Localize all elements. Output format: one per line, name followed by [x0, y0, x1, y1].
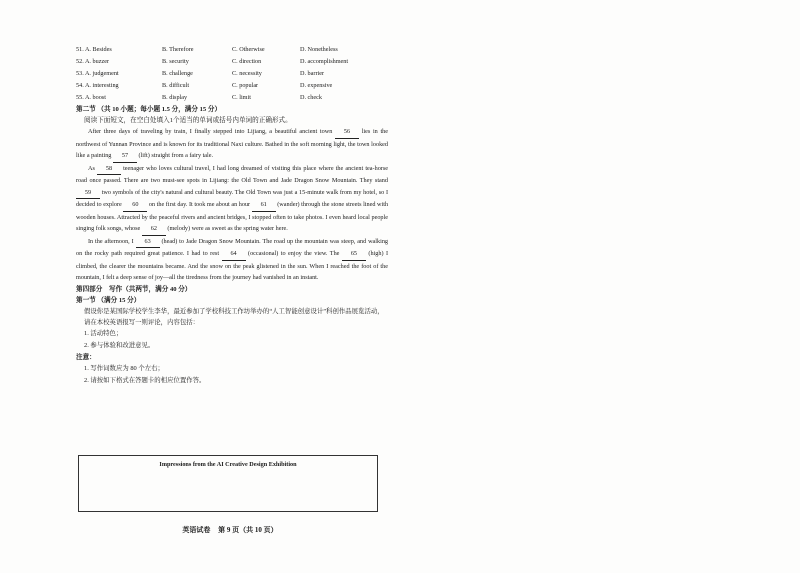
passage-paragraph-1: After three days of traveling by train, I finally stepped into Lijiang, a beautiful ancient town 56 lies in the northwest of Yunnan Province and is known for its traditional Naxi culture. Bathed in the soft morning light, the town looked like a painting 57 (lift) straight from a fairy tale.	[76, 126, 388, 163]
writing-task-text: 假设你是某国际学校学生李华，最近参加了学校科技工作坊举办的“人工智能创意设计”科创作品展览活动，请在本校英语报写一则评论，内容包括：	[84, 307, 384, 326]
option-c: C. direction	[232, 58, 262, 65]
answer-box-title: Impressions from the AI Creative Design Exhibition	[159, 461, 297, 468]
option-row-55	[76, 92, 388, 104]
option-a: 54. A. interesting	[76, 82, 119, 89]
option-row-54	[76, 80, 388, 92]
note-item-2: 2. 请按如下格式在答题卡的相应位置作答。	[84, 376, 206, 384]
task-item-1: 1. 活动特色；	[84, 329, 123, 337]
option-b: B. display	[162, 94, 188, 101]
option-row-52	[76, 56, 388, 68]
writing-section1-heading: 第一节 （满分 15 分）	[76, 296, 141, 304]
option-d: D. barrier	[300, 70, 325, 77]
option-c: C. Otherwise	[232, 46, 265, 53]
note-item-1: 1. 写作词数应为 80 个左右；	[84, 364, 164, 372]
option-b: B. challenge	[162, 70, 193, 77]
note-label: 注意：	[76, 353, 96, 361]
blank-56[interactable]: 56	[335, 126, 359, 139]
exam-content	[76, 44, 388, 387]
answer-box[interactable]	[78, 455, 378, 512]
blank-64[interactable]: 64	[222, 248, 246, 261]
option-b: B. difficult	[162, 82, 190, 89]
option-a: 51. A. Besides	[76, 46, 112, 53]
option-d: D. accomplishment	[300, 58, 349, 65]
section2-instruction: 阅读下面短文，在空白处填入1个适当的单词或括号内单词的正确形式。	[84, 117, 292, 124]
task-item-2: 2. 参与体验和改进意见。	[84, 341, 155, 349]
blank-62[interactable]: 62	[142, 223, 166, 236]
option-row-51	[76, 44, 388, 56]
blank-61[interactable]: 61	[252, 199, 276, 212]
page-footer	[0, 525, 460, 535]
option-d: D. check	[300, 94, 322, 101]
passage-paragraph-3: In the afternoon, I 63 (head) to Jade Dragon Snow Mountain. The road up the mountain was steep, and walking on the rocky path required great patience. I had to rest 64 (occasional) to enjoy the view. The 65 (high) I climbed, the clearer the mountains became. And the snow on the peak glistened in the sun. When I reached the foot of the mountain, I felt a deep sense of joy—all the tiredness from the journey had vanished in an instant.	[76, 237, 389, 281]
option-d: D. Nonetheless	[300, 46, 338, 53]
blank-65[interactable]: 65	[342, 248, 366, 261]
option-b: B. security	[162, 58, 189, 65]
part4-heading: 第四部分 写作（共两节，满分 40 分）	[76, 285, 192, 293]
option-c: C. limit	[232, 94, 251, 101]
passage-paragraph-2: As 58 teenager who loves cultural travel, I had long dreamed of visiting this place where the ancient tea-horse road once passed. There are two must-see spots in Lijiang: the Old Town and Jade Dragon Snow Mountain. They stand 59 two symbols of the city's natural and cultural beauty. The Old Town was just a 15-minute walk from my hotel, so I decided to explore 60 on the first day. It took me about an hour 61 (wander) through the stone streets lined with wooden houses. Attracted by the peaceful rivers and ancient bridges, I stopped often to take photos. I even heard local people singing folk songs, whose 62 (melody) were as sweet as the spring water here.	[76, 163, 388, 236]
option-row-53	[76, 68, 388, 80]
section2-heading: 第二节 （共 10 小题；每小题 1.5 分，满分 15 分）	[76, 106, 222, 113]
blank-58[interactable]: 58	[97, 163, 121, 176]
blank-59[interactable]: 59	[76, 187, 100, 200]
option-c: C. popular	[232, 82, 259, 89]
option-c: C. necessity	[232, 70, 262, 77]
footer-subject: 英语试卷	[182, 526, 211, 534]
blank-60[interactable]: 60	[123, 199, 147, 212]
blank-57[interactable]: 57	[113, 150, 137, 163]
option-a: 55. A. boost	[76, 94, 106, 101]
option-b: B. Therefore	[162, 46, 194, 53]
blank-63[interactable]: 63	[136, 236, 160, 249]
option-a: 53. A. judgement	[76, 70, 119, 77]
options-list	[76, 44, 388, 104]
option-d: D. expensive	[300, 82, 333, 89]
footer-page-number: 第 9 页（共 10 页）	[218, 526, 278, 534]
option-a: 52. A. buzzer	[76, 58, 110, 65]
